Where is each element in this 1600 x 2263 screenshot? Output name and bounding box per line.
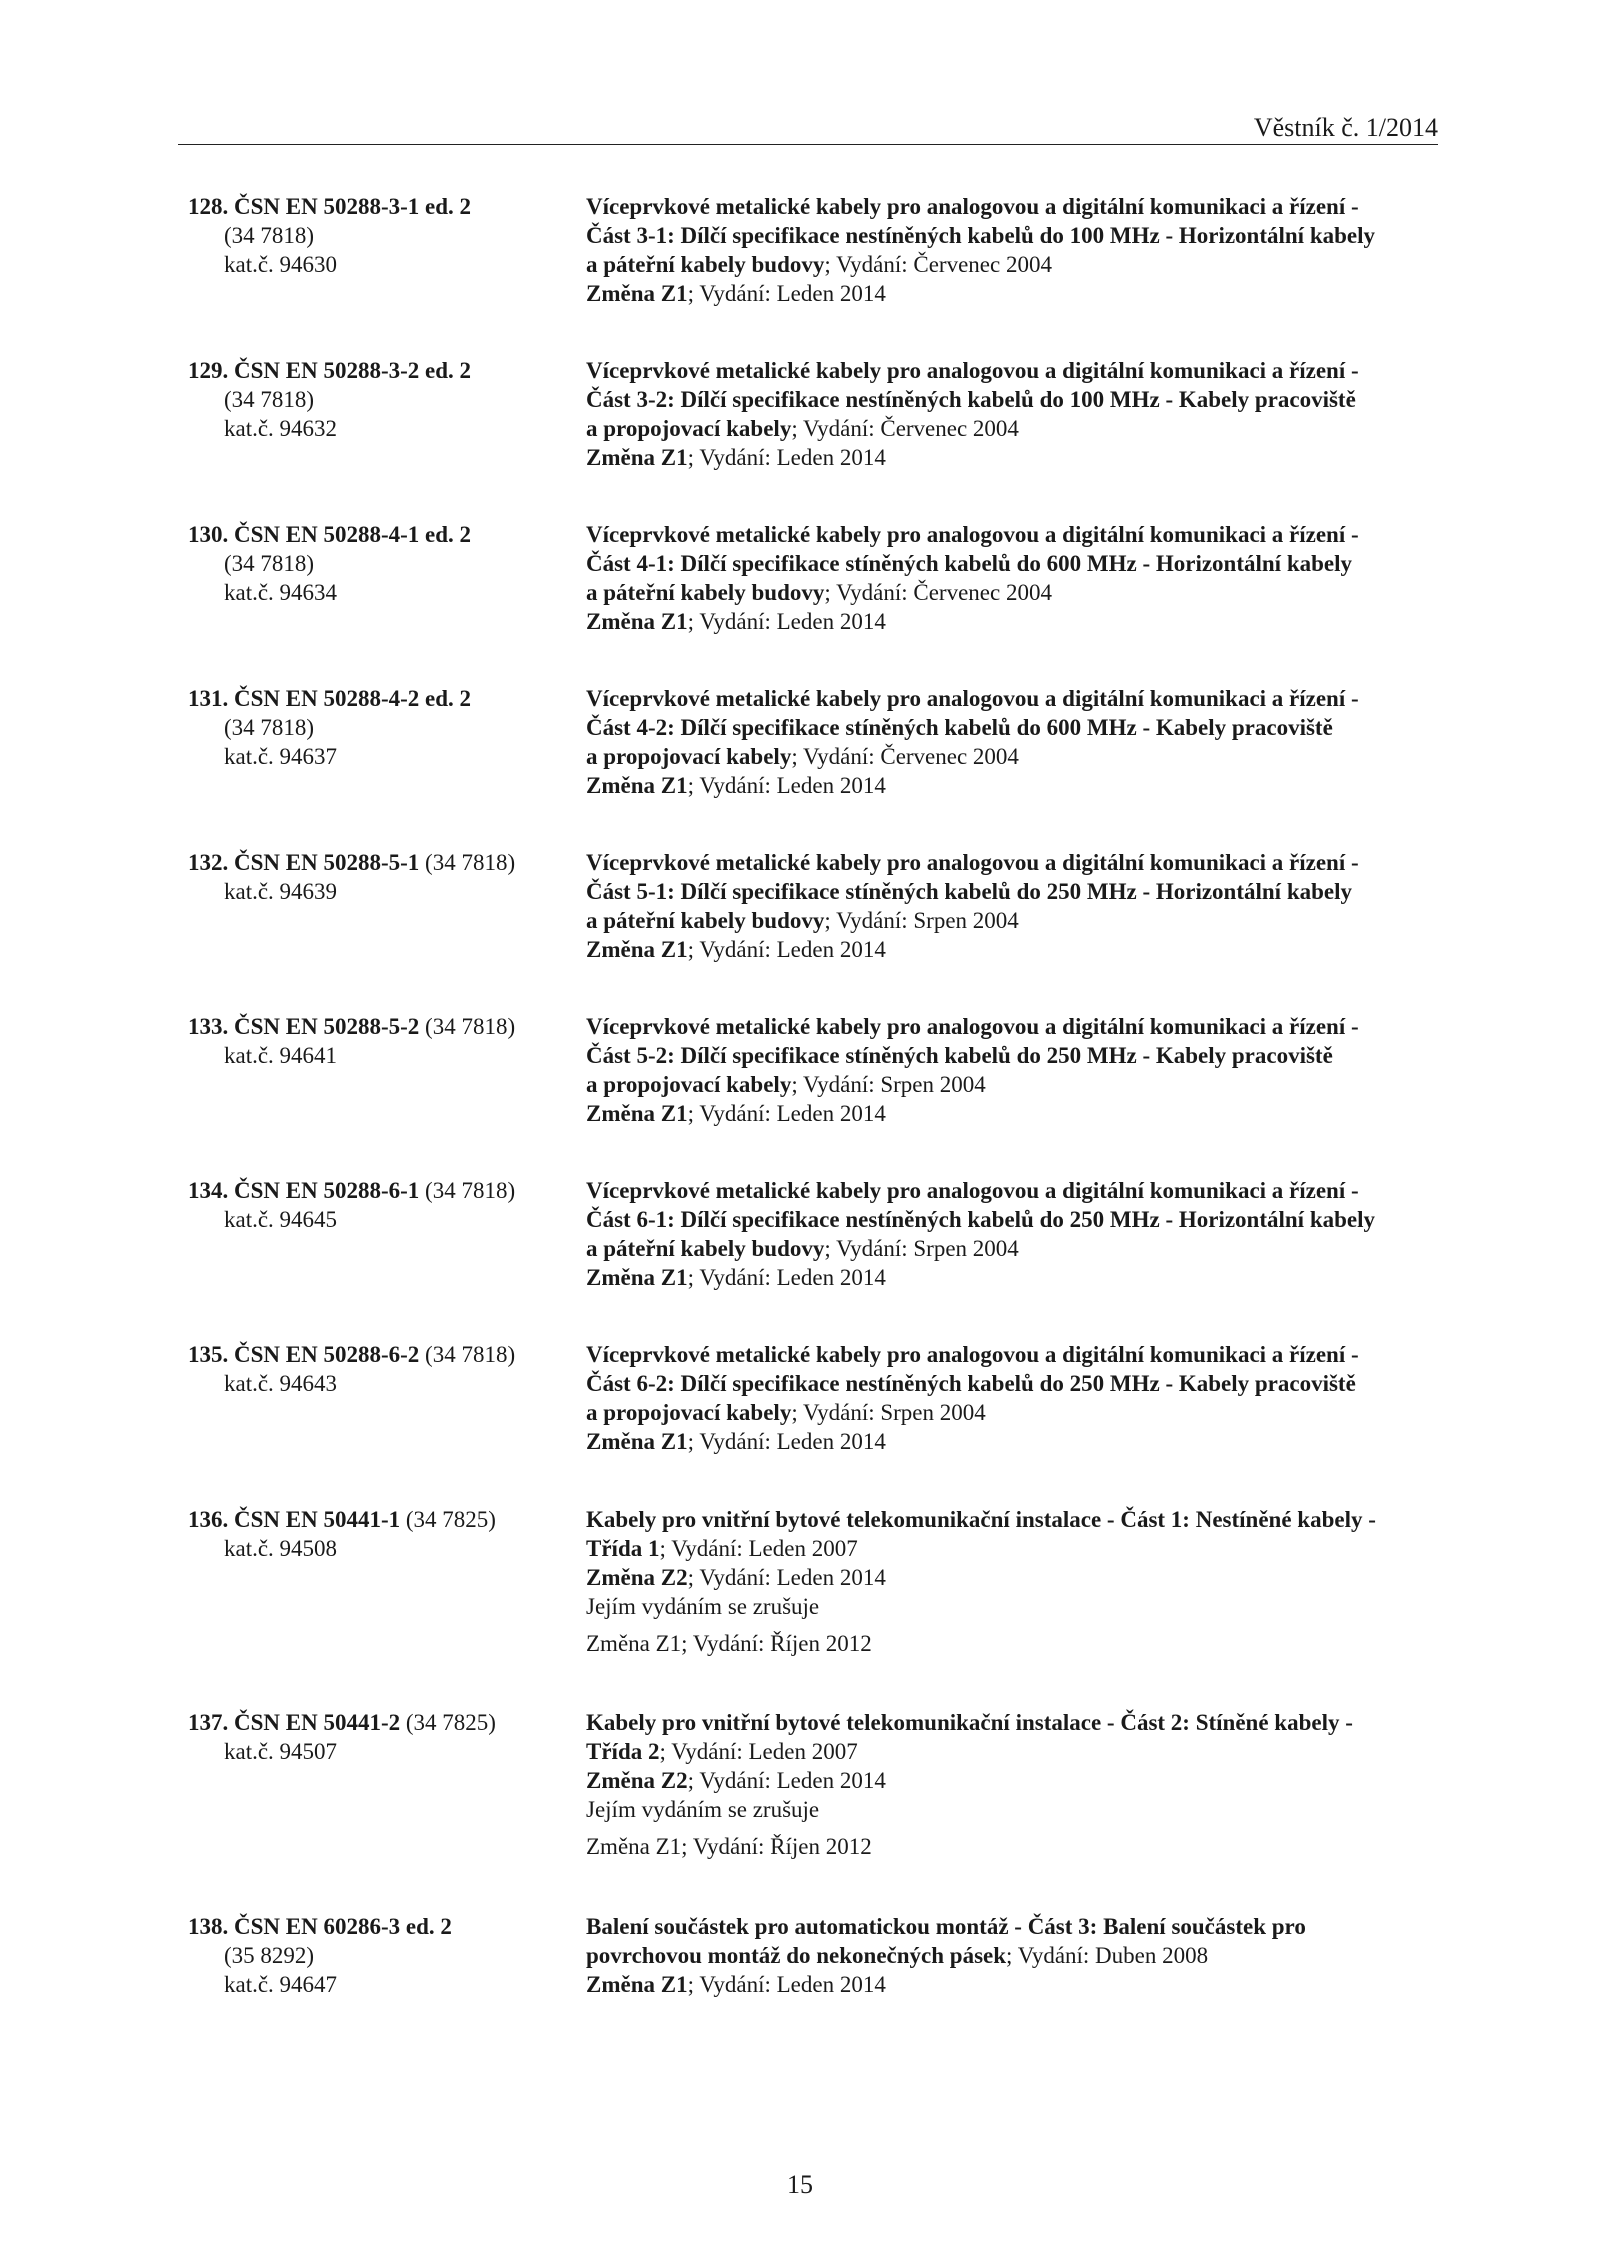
title-line: a propojovací kabely [586, 744, 792, 769]
issue-date: ; Vydání: Srpen 2004 [824, 1236, 1019, 1261]
entry-number: 135. [188, 1342, 229, 1367]
amendment: Změna Z1 [586, 445, 688, 470]
entry-number: 134. [188, 1178, 229, 1203]
classification: (34 7818) [224, 387, 315, 412]
title-line: Víceprvkové metalické kabely pro analogovou a digitální komunikaci a řízení - [586, 194, 1359, 219]
entry-description [586, 848, 1446, 964]
entry-description [586, 684, 1446, 800]
standard-code: ČSN EN 50288-6-2 [234, 1342, 420, 1367]
amendment-date: ; Vydání: Leden 2014 [687, 609, 886, 634]
issue-date: ; Vydání: Duben 2008 [1006, 1943, 1209, 1968]
entry-identifier [188, 520, 578, 607]
amendment-date: ; Vydání: Leden 2014 [687, 445, 886, 470]
entry-number: 136. [188, 1507, 229, 1532]
amendment-date: ; Vydání: Leden 2014 [687, 1265, 886, 1290]
entry-identifier [188, 1912, 578, 1999]
catalog-number: kat.č. 94641 [224, 1043, 338, 1068]
catalog-number: kat.č. 94647 [224, 1972, 338, 1997]
repeal-note: Jejím vydáním se zrušuje [586, 1594, 820, 1619]
title-line: a páteřní kabely budovy [586, 908, 825, 933]
page-number: 15 [787, 2170, 813, 2199]
title-line: Část 3-1: Dílčí specifikace nestíněných kabelů do 100 MHz - Horizontální kabely [586, 223, 1376, 248]
catalog-number: kat.č. 94637 [224, 744, 338, 769]
entry-number: 130. [188, 522, 229, 547]
entry-description [586, 356, 1446, 472]
repealed-amendment: Změna Z1; Vydání: Říjen 2012 [586, 1834, 872, 1859]
entry-number: 132. [188, 850, 229, 875]
title-line: a propojovací kabely [586, 1400, 792, 1425]
title-line: Část 6-2: Dílčí specifikace nestíněných kabelů do 250 MHz - Kabely pracoviště [586, 1371, 1356, 1396]
amendment-date: ; Vydání: Leden 2014 [687, 1429, 886, 1454]
title-line: a propojovací kabely [586, 1072, 792, 1097]
entry-identifier [188, 1176, 578, 1234]
issue-date: ; Vydání: Červenec 2004 [791, 416, 1019, 441]
classification: (34 7818) [419, 1178, 516, 1203]
entry-number: 131. [188, 686, 229, 711]
standard-code: ČSN EN 50441-2 [234, 1710, 401, 1735]
title-line: Část 5-2: Dílčí specifikace stíněných kabelů do 250 MHz - Kabely pracoviště [586, 1043, 1333, 1068]
classification: (34 7825) [400, 1507, 496, 1532]
amendment: Změna Z1 [586, 1265, 688, 1290]
title-line: Víceprvkové metalické kabely pro analogovou a digitální komunikaci a řízení - [586, 1342, 1359, 1367]
standard-code: ČSN EN 50288-3-2 ed. 2 [234, 358, 472, 383]
entry-number: 137. [188, 1710, 229, 1735]
standard-code: ČSN EN 50288-4-1 ed. 2 [234, 522, 472, 547]
entry-description [586, 192, 1446, 308]
amendment: Změna Z1 [586, 1101, 688, 1126]
title-line: Víceprvkové metalické kabely pro analogovou a digitální komunikaci a řízení - [586, 850, 1359, 875]
classification: (34 7818) [224, 715, 315, 740]
repeal-note: Jejím vydáním se zrušuje [586, 1797, 820, 1822]
standard-code: ČSN EN 50288-5-2 [234, 1014, 420, 1039]
amendment-date: ; Vydání: Leden 2014 [687, 281, 886, 306]
standard-code: ČSN EN 50288-6-1 [234, 1178, 420, 1203]
page-header [178, 112, 1438, 145]
catalog-number: kat.č. 94632 [224, 416, 338, 441]
amendment: Změna Z2 [586, 1565, 688, 1590]
issue-date: ; Vydání: Červenec 2004 [791, 744, 1019, 769]
standard-code: ČSN EN 60286-3 ed. 2 [234, 1914, 452, 1939]
amendment: Změna Z1 [586, 937, 688, 962]
amendment: Změna Z1 [586, 773, 688, 798]
entry-identifier [188, 848, 578, 906]
title-line: Část 5-1: Dílčí specifikace stíněných kabelů do 250 MHz - Horizontální kabely [586, 879, 1353, 904]
title-line: Víceprvkové metalické kabely pro analogovou a digitální komunikaci a řízení - [586, 1014, 1359, 1039]
entry-identifier [188, 1708, 578, 1766]
amendment: Změna Z1 [586, 609, 688, 634]
catalog-number: kat.č. 94639 [224, 879, 338, 904]
entry-identifier [188, 356, 578, 443]
classification: (34 7818) [419, 850, 516, 875]
title-line: Část 4-1: Dílčí specifikace stíněných kabelů do 600 MHz - Horizontální kabely [586, 551, 1353, 576]
title-line: a páteřní kabely budovy [586, 1236, 825, 1261]
entry-description [586, 1912, 1446, 1999]
title-line: a páteřní kabely budovy [586, 580, 825, 605]
entry-description [586, 520, 1446, 636]
entry-identifier [188, 684, 578, 771]
catalog-number: kat.č. 94508 [224, 1536, 338, 1561]
entry-number: 128. [188, 194, 229, 219]
amendment: Změna Z1 [586, 1429, 688, 1454]
entry-identifier [188, 1340, 578, 1398]
amendment: Změna Z1 [586, 281, 688, 306]
issue-date: ; Vydání: Leden 2007 [659, 1739, 858, 1764]
amendment-date: ; Vydání: Leden 2014 [687, 1565, 886, 1590]
title-line: Třída 1 [586, 1536, 660, 1561]
entry-number: 138. [188, 1914, 229, 1939]
catalog-number: kat.č. 94634 [224, 580, 338, 605]
entry-description [586, 1505, 1446, 1658]
amendment-date: ; Vydání: Leden 2014 [687, 937, 886, 962]
repealed-amendment: Změna Z1; Vydání: Říjen 2012 [586, 1631, 872, 1656]
title-line: Víceprvkové metalické kabely pro analogovou a digitální komunikaci a řízení - [586, 1178, 1359, 1203]
catalog-number: kat.č. 94630 [224, 252, 338, 277]
amendment: Změna Z2 [586, 1768, 688, 1793]
title-line: Kabely pro vnitřní bytové telekomunikační instalace - Část 2: Stíněné kabely - [586, 1710, 1353, 1735]
bulletin-title: Věstník č. 1/2014 [1253, 113, 1438, 142]
title-line: a páteřní kabely budovy [586, 252, 825, 277]
title-line: Část 3-2: Dílčí specifikace nestíněných kabelů do 100 MHz - Kabely pracoviště [586, 387, 1356, 412]
entry-number: 133. [188, 1014, 229, 1039]
title-line: Balení součástek pro automatickou montáž - Část 3: Balení součástek pro [586, 1914, 1306, 1939]
classification: (34 7825) [400, 1710, 496, 1735]
amendment-date: ; Vydání: Leden 2014 [687, 773, 886, 798]
entry-identifier [188, 1505, 578, 1563]
standard-code: ČSN EN 50288-3-1 ed. 2 [234, 194, 472, 219]
amendment: Změna Z1 [586, 1972, 688, 1997]
issue-date: ; Vydání: Červenec 2004 [824, 252, 1052, 277]
catalog-number: kat.č. 94645 [224, 1207, 338, 1232]
title-line: Část 6-1: Dílčí specifikace nestíněných kabelů do 250 MHz - Horizontální kabely [586, 1207, 1376, 1232]
amendment-date: ; Vydání: Leden 2014 [687, 1101, 886, 1126]
title-line: Kabely pro vnitřní bytové telekomunikační instalace - Část 1: Nestíněné kabely - [586, 1507, 1376, 1532]
entry-description [586, 1340, 1446, 1456]
classification: (34 7818) [224, 223, 315, 248]
issue-date: ; Vydání: Srpen 2004 [791, 1072, 986, 1097]
amendment-date: ; Vydání: Leden 2014 [687, 1768, 886, 1793]
title-line: povrchovou montáž do nekonečných pásek [586, 1943, 1007, 1968]
entry-number: 129. [188, 358, 229, 383]
classification: (34 7818) [419, 1342, 516, 1367]
issue-date: ; Vydání: Srpen 2004 [791, 1400, 986, 1425]
catalog-number: kat.č. 94507 [224, 1739, 338, 1764]
standard-code: ČSN EN 50288-5-1 [234, 850, 420, 875]
title-line: Třída 2 [586, 1739, 660, 1764]
title-line: Část 4-2: Dílčí specifikace stíněných kabelů do 600 MHz - Kabely pracoviště [586, 715, 1333, 740]
classification: (34 7818) [224, 551, 315, 576]
classification: (35 8292) [224, 1943, 315, 1968]
title-line: Víceprvkové metalické kabely pro analogovou a digitální komunikaci a řízení - [586, 522, 1359, 547]
title-line: a propojovací kabely [586, 416, 792, 441]
standard-code: ČSN EN 50441-1 [234, 1507, 401, 1532]
title-line: Víceprvkové metalické kabely pro analogovou a digitální komunikaci a řízení - [586, 358, 1359, 383]
entry-description [586, 1176, 1446, 1292]
entry-description [586, 1708, 1446, 1861]
catalog-number: kat.č. 94643 [224, 1371, 338, 1396]
entry-description [586, 1012, 1446, 1128]
issue-date: ; Vydání: Červenec 2004 [824, 580, 1052, 605]
standard-code: ČSN EN 50288-4-2 ed. 2 [234, 686, 472, 711]
classification: (34 7818) [419, 1014, 516, 1039]
issue-date: ; Vydání: Srpen 2004 [824, 908, 1019, 933]
entry-identifier [188, 1012, 578, 1070]
issue-date: ; Vydání: Leden 2007 [659, 1536, 858, 1561]
entry-identifier [188, 192, 578, 279]
title-line: Víceprvkové metalické kabely pro analogovou a digitální komunikaci a řízení - [586, 686, 1359, 711]
amendment-date: ; Vydání: Leden 2014 [687, 1972, 886, 1997]
